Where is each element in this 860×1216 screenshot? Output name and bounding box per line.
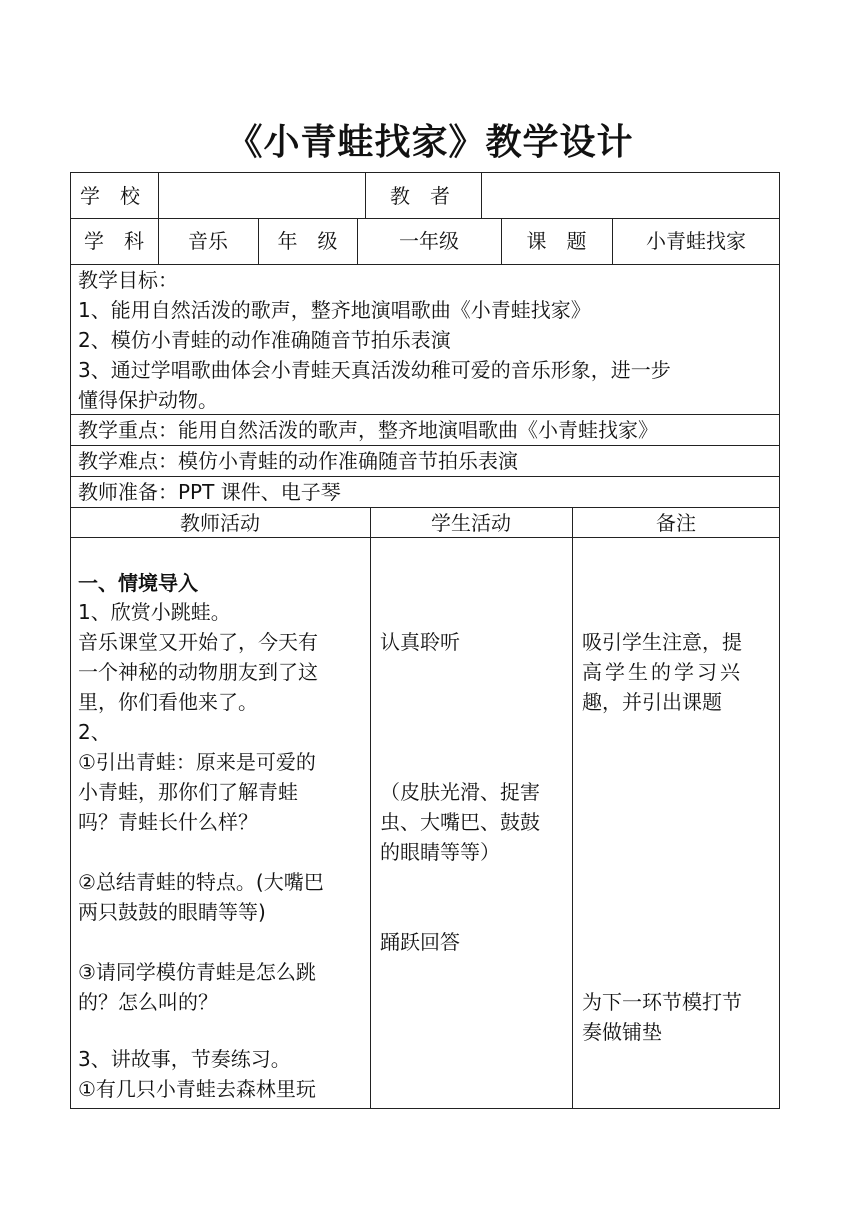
student-line: 虫、大嘴巴、鼓鼓 (380, 810, 540, 834)
teacher-line: 音乐课堂又开始了，今天有 (78, 630, 318, 654)
preparation: 教师准备：PPT 课件、电子琴 (78, 480, 341, 504)
objective-item: 2、模仿小青蛙的动作准确随音节拍乐表演 (78, 328, 451, 352)
topic-value: 小青蛙找家 (646, 229, 746, 253)
column-header-student: 学生活动 (431, 511, 511, 535)
teacher-line: 3、讲故事，节奏练习。 (78, 1047, 291, 1071)
subject-value: 音乐 (188, 229, 228, 253)
teacher-line: 2、 (78, 720, 111, 744)
student-line: （皮肤光滑、捉害 (380, 780, 540, 804)
column-header-teacher: 教师活动 (180, 511, 260, 535)
teacher-label: 教 者 (390, 184, 450, 208)
grade-label: 年 级 (277, 229, 338, 253)
school-label: 学 校 (80, 184, 140, 208)
teacher-line: ①引出青蛙：原来是可爱的 (78, 750, 316, 774)
objective-item: 1、能用自然活泼的歌声，整齐地演唱歌曲《小青蛙找家》 (78, 298, 591, 322)
divider (158, 172, 159, 218)
divider (70, 218, 780, 219)
section-heading: 一、情境导入 (78, 571, 198, 595)
subject-label: 学 科 (84, 229, 144, 253)
divider (481, 172, 482, 218)
teacher-line: 里，你们看他来了。 (78, 690, 258, 714)
teacher-line: ②总结青蛙的特点。(大嘴巴 (78, 870, 324, 894)
remark-line: 趣，并引出课题 (582, 690, 722, 714)
topic-label: 课 题 (526, 229, 587, 253)
teacher-line: 小青蛙，那你们了解青蛙 (78, 780, 298, 804)
teacher-line: ③请同学模仿青蛙是怎么跳 (78, 960, 316, 984)
divider (365, 172, 366, 218)
teacher-line: 吗？青蛙长什么样？ (78, 810, 258, 834)
teacher-line: 两只鼓鼓的眼睛等等) (78, 900, 266, 924)
objectives-heading: 教学目标： (78, 268, 178, 292)
key-point: 教学重点：能用自然活泼的歌声，整齐地演唱歌曲《小青蛙找家》 (78, 418, 658, 442)
page-title: 《小青蛙找家》教学设计 (226, 122, 634, 163)
teacher-line: 1、欣赏小跳蛙。 (78, 600, 231, 624)
objective-item: 懂得保护动物。 (78, 388, 218, 412)
remark-line: 高学生的学习兴 (582, 660, 743, 684)
difficulty: 教学难点：模仿小青蛙的动作准确随音节拍乐表演 (78, 449, 518, 473)
teacher-line: 的？怎么叫的？ (78, 990, 218, 1014)
student-line: 踊跃回答 (380, 930, 460, 954)
divider (370, 507, 371, 1109)
grade-value: 一年级 (399, 229, 459, 253)
student-line: 的眼睛等等） (380, 840, 500, 864)
divider (572, 507, 573, 1109)
remark-line: 奏做铺垫 (582, 1020, 662, 1044)
objective-item: 3、通过学唱歌曲体会小青蛙天真活泼幼稚可爱的音乐形象，进一步 (78, 358, 671, 382)
student-line: 认真聆听 (380, 630, 460, 654)
remark-line: 为下一环节模打节 (582, 990, 742, 1014)
remark-line: 吸引学生注意，提 (582, 630, 742, 654)
teacher-line: 一个神秘的动物朋友到了这 (78, 660, 318, 684)
column-header-remarks: 备注 (656, 511, 696, 535)
teacher-line: ①有几只小青蛙去森林里玩 (78, 1077, 316, 1101)
